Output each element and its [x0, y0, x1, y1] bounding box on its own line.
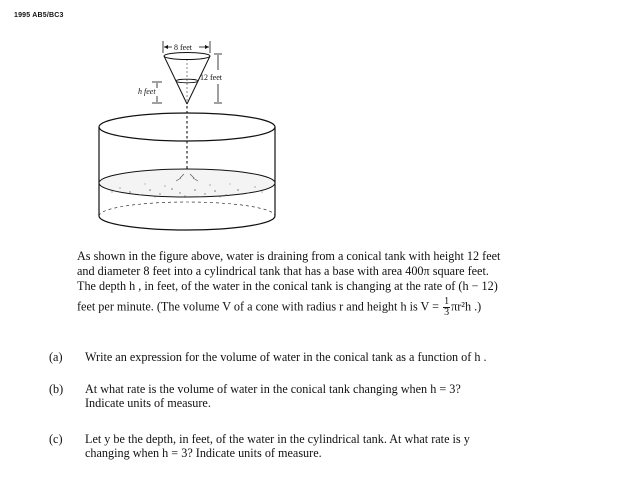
question-text: Indicate units of measure.	[85, 396, 211, 410]
question-c	[49, 432, 470, 460]
height-label: 12 feet	[200, 73, 222, 82]
question-text: Write an expression for the volume of water in the conical tank as a function of h .	[85, 350, 487, 364]
question-label: (a)	[49, 350, 63, 364]
intro-line-3: The depth h , in feet, of the water in the conical tank is changing at the rate of (h − 12)	[77, 279, 498, 293]
diameter-label: 8 feet	[174, 43, 192, 52]
volume-formula-line	[77, 297, 597, 318]
volume-line-end: πr²h .)	[451, 299, 482, 314]
question-b	[49, 382, 461, 410]
one-third-fraction	[443, 297, 450, 318]
conical-tank	[164, 53, 210, 177]
question-text: At what rate is the volume of water in the conical tank changing when h = 3?	[85, 382, 461, 396]
fraction-numerator: 1	[444, 296, 450, 307]
question-label: (b)	[49, 382, 64, 396]
diameter-dimension	[163, 41, 210, 53]
height-dimension	[200, 54, 223, 103]
question-a	[49, 350, 487, 364]
question-label: (c)	[49, 432, 63, 446]
question-text: changing when h = 3? Indicate units of measure.	[85, 446, 322, 460]
depth-label: h feet	[138, 87, 156, 96]
cylindrical-tank	[99, 113, 275, 230]
problem-statement	[77, 249, 597, 318]
depth-dimension	[138, 82, 162, 103]
intro-line-1: As shown in the figure above, water is draining from a conical tank with height 12 feet	[77, 249, 501, 263]
fraction-denominator: 3	[444, 307, 450, 318]
exam-code: 1995 AB5/BC3	[14, 12, 64, 19]
question-text: Let y be the depth, in feet, of the water in the cylindrical tank. At what rate is y	[85, 432, 470, 446]
volume-line-text: feet per minute. (The volume V of a cone with radius r and height h is V =	[77, 299, 440, 314]
intro-line-2: and diameter 8 feet into a cylindrical tank that has a base with area 400π square feet.	[77, 264, 489, 278]
